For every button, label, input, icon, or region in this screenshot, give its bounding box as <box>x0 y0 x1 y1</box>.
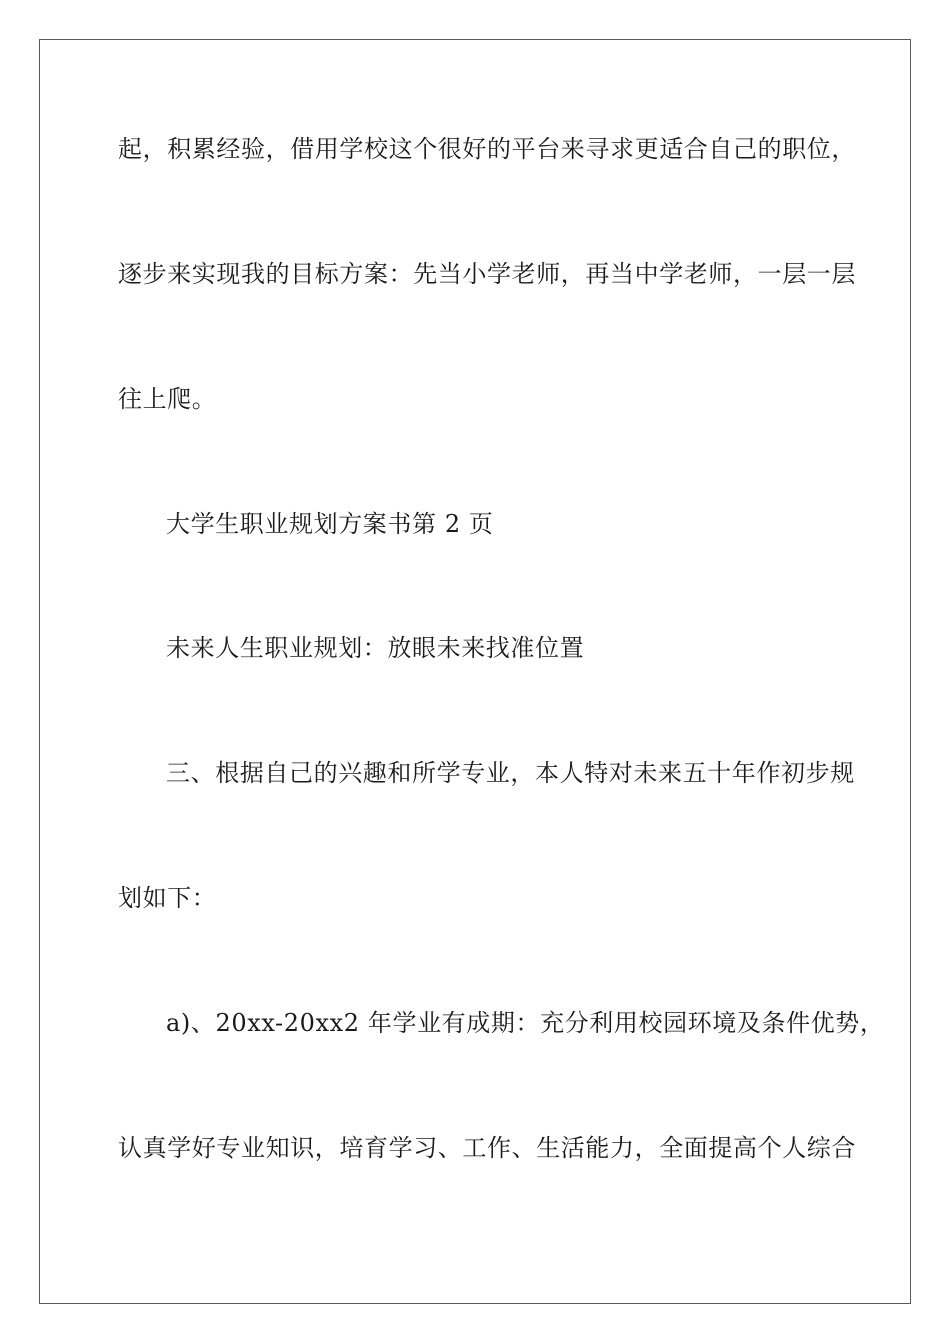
paragraph-line-3: 往上爬。 <box>118 385 217 413</box>
paragraph-line-5: 划如下： <box>118 884 217 912</box>
page-footer-note: 大学生职业规划方案书第 2 页 <box>166 510 494 538</box>
paragraph-line-4: 三、根据自己的兴趣和所学专业，本人特对未来五十年作初步规 <box>166 759 855 787</box>
list-item-a-line-1: a)、20xx-20xx2 年学业有成期：充分利用校园环境及条件优势， <box>166 1009 885 1037</box>
section-heading: 未来人生职业规划：放眼未来找准位置 <box>166 634 585 662</box>
page-border <box>39 39 911 1304</box>
paragraph-line-1: 起，积累经验，借用学校这个很好的平台来寻求更适合自己的职位， <box>118 135 856 163</box>
paragraph-line-2: 逐步来实现我的目标方案：先当小学老师，再当中学老师，一层一层 <box>118 260 856 288</box>
list-item-a-line-2: 认真学好专业知识，培育学习、工作、生活能力，全面提高个人综合 <box>118 1134 856 1162</box>
